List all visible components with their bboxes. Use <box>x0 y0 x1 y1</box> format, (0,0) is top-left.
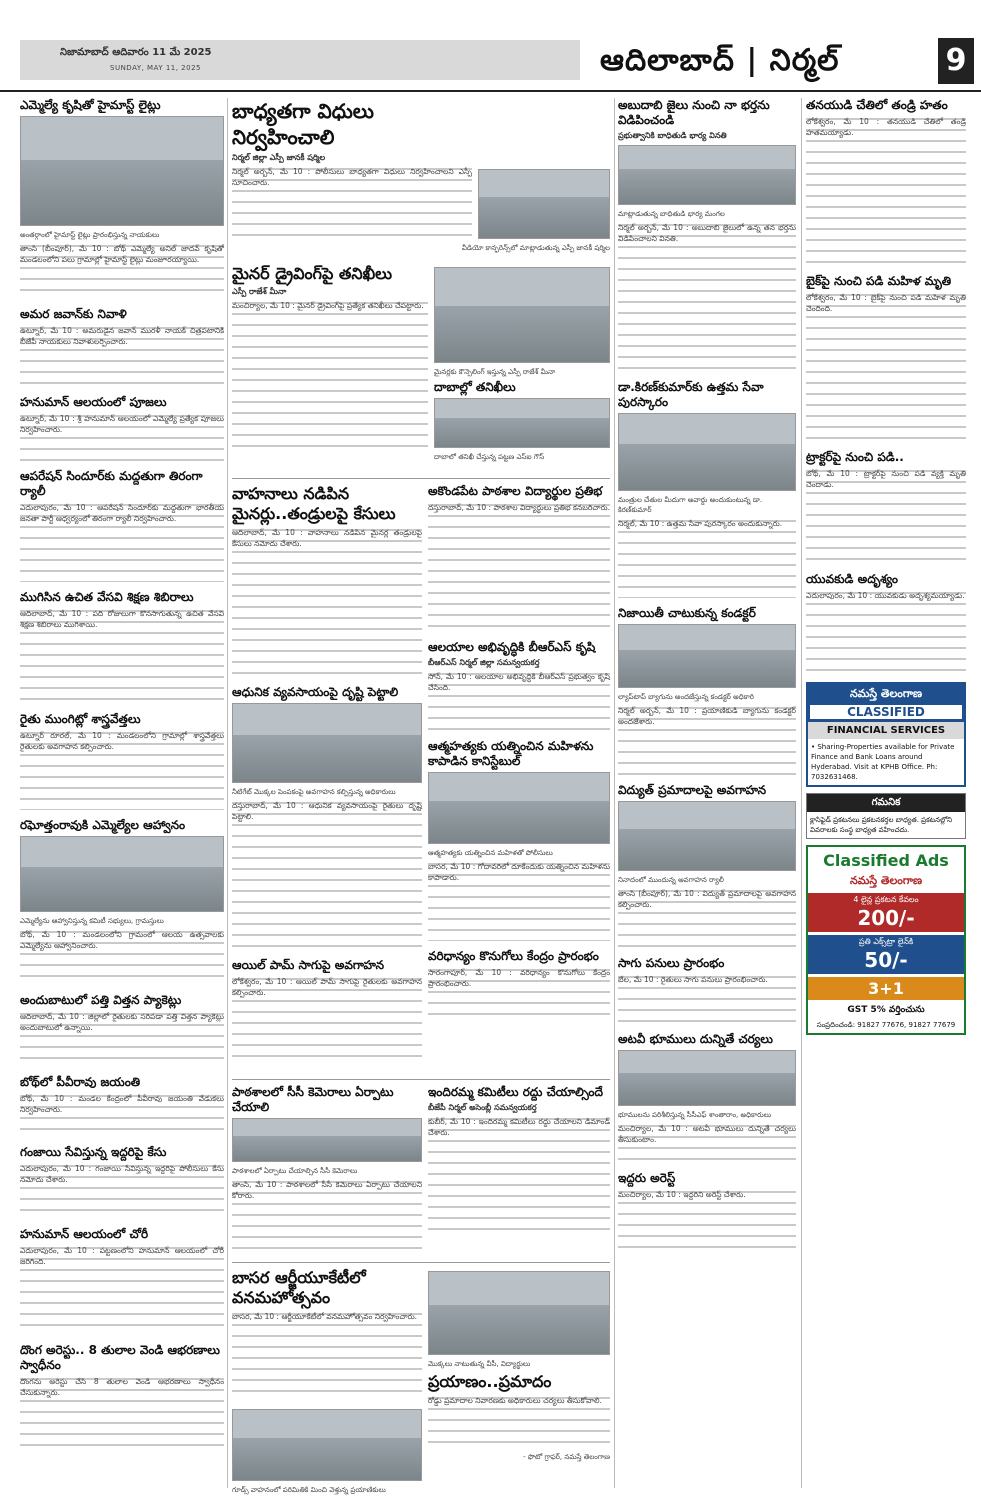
story-body: సారంగాపూర్, మే 10 : వరిధాన్యం కొనుగోలు కేంద్రం ప్రారంభించారు. <box>428 967 610 1017</box>
news-story <box>20 98 224 299</box>
story-photo <box>618 413 796 491</box>
news-story <box>232 484 422 677</box>
story-row <box>232 484 610 1074</box>
story-body: ఉట్నూర్, మే 10 : అమరుడైన జవాన్ మురళీ నాయక్ చిత్రపటానికి బీజేపీ నాయకులు నివాళులర్పించారు. <box>20 325 224 387</box>
story-photo <box>428 1271 610 1355</box>
offer-text: 3+1 <box>868 979 904 998</box>
news-story <box>428 1372 610 1465</box>
story-body: ఎదులాపురం, మే 10 : గంజాయి సేవిస్తున్న ఇద్దరిపై పోలీసులు కేసు నమోదు చేశారు. <box>20 1163 224 1219</box>
story-headline: అబుదాబి జైలు నుంచి నా భర్తను విడిపించండి <box>618 98 770 127</box>
photo-caption: మంత్రుల చేతుల మీదుగా అవార్డు అందుకుంటున్న డా. కిరణ్‌కుమార్ <box>618 496 763 514</box>
story-body: ఆదిలాబాద్, మే 10 : పది రోజులుగా కొనసాగుతున్న ఉచిత వేసవి శిక్షణ శిబిరాలు ముగిశాయి. <box>20 608 224 704</box>
news-story <box>428 484 610 632</box>
offer-box <box>808 977 964 1000</box>
ad-contact: సంప్రదించండి: 91827 77676, 91827 77679 <box>816 1021 956 1029</box>
news-story <box>20 1145 224 1219</box>
story-photo <box>478 169 610 239</box>
story-headline: వరిధాన్యం కొనుగోలు కేంద్రం ప్రారంభం <box>428 949 599 963</box>
story-headline: బాసర ఆర్జీయూకేటీలో వనమహోత్సవం <box>232 1268 366 1307</box>
story-body: తాంసి (బీంపూర్), మే 10 : బోథ్ ఎమ్మెల్యే అనిల్ జాదవ్ కృషితో మండలంలోని పలు గ్రామాల్లో హైమాస్ట్ లైట్లు మంజూరయ్యాయి. <box>20 243 224 299</box>
photo-caption: అంతర్గాంలో హైమాస్ట్ లైట్లు ప్రారంభిస్తున్న నాయకులు <box>20 231 160 239</box>
news-story <box>428 1085 610 1236</box>
promo-brand: నమస్తే తెలంగాణ <box>849 874 923 887</box>
story-headline: సాగు పనులు ప్రారంభం <box>618 956 725 970</box>
story-headline: ఇద్దరు అరెస్ట్ <box>618 1171 676 1185</box>
news-story <box>806 572 966 674</box>
lead-subheading: నిర్మల్ జిల్లా ఎస్పీ జానకీ షర్మిల <box>232 153 326 162</box>
news-story <box>20 993 224 1067</box>
column-2 <box>232 98 610 1498</box>
financial-services-title: FINANCIAL SERVICES <box>808 722 964 739</box>
photo-caption: దాబాలో తనిఖీ చేస్తున్న పట్టణ ఎస్‌ఐ గౌస్ <box>434 453 545 461</box>
story-body: ఎదులాపురం, మే 10 : పట్టణంలోని హనుమాన్ ఆలయంలో చోరీ జరిగింది. <box>20 1245 224 1335</box>
news-story <box>618 783 796 948</box>
column-1 <box>20 98 224 1454</box>
news-story <box>20 307 224 387</box>
news-story <box>618 1171 796 1249</box>
story-body: రోడ్డు ప్రమాదాల నివారణకు అధికారులు చర్యలు తీసుకోవాలి. <box>428 1395 610 1451</box>
news-story <box>806 98 966 266</box>
story-row <box>232 264 610 473</box>
story-body: మంచిర్యాల, మే 10 : ఇద్దరిని అరెస్ట్ చేశారు. <box>618 1189 796 1249</box>
edition-title: ఆదిలాబాద్ | నిర్మల్ <box>600 43 840 78</box>
story-body: నిర్మల్ అర్బన్, మే 10 : అబుదాబి జైలులో ఉన్న తన భర్తను విడిపించాలని వినతి. <box>618 222 796 372</box>
story-headline: యువకుడి అదృశ్యం <box>806 572 898 586</box>
ad-brand: నమస్తే తెలంగాణ <box>849 687 923 700</box>
news-story <box>232 685 422 950</box>
news-story <box>618 98 796 372</box>
story-body: ఆదిలాబాద్, మే 10 : జిల్లాలో రైతులకు సరిపడా పత్తి విత్తన ప్యాకెట్లు అందుబాటులో ఉన్నాయి. <box>20 1011 224 1067</box>
story-photo <box>618 801 796 871</box>
story-headline: బైక్‌పై నుంచి పడి మహిళ మృతి <box>806 274 952 288</box>
news-story <box>20 1075 224 1137</box>
news-story <box>428 640 610 731</box>
price-box-extra <box>808 935 964 974</box>
news-story <box>20 818 224 985</box>
story-headline: అమర జవాన్‌కు నివాళి <box>20 307 127 321</box>
news-story <box>20 712 224 810</box>
story-headline: ఆపరేషన్ సిందూర్‌కు మద్దతుగా తిరంగా ర్యాలీ <box>20 469 203 498</box>
story-headline: నిజాయితీ చాటుకున్న కండక్టర్ <box>618 606 756 620</box>
story-body: బోథ్, మే 10 : ట్రాక్టర్‌పై నుంచి పడి వ్యక్తి మృతి చెందాడు. <box>806 468 966 564</box>
ad-brand-banner <box>808 684 964 722</box>
story-body: మంచిర్యాల, మే 10 : అటవీ భూములు దున్నితే చర్యలు తీసుకుంటాం. <box>618 1123 796 1163</box>
news-story <box>20 395 224 461</box>
story-headline: హనుమాన్ ఆలయంలో చోరీ <box>20 1227 149 1241</box>
divider <box>232 1079 610 1080</box>
story-headline: అటవీ భూములు దున్నితే చర్యలు <box>618 1032 773 1046</box>
photo-caption: నినాదంలో ముందున్న అవగాహన ర్యాలీ <box>618 876 724 884</box>
news-story <box>428 949 610 1017</box>
story-body: లోకేశ్వరం, మే 10 : బైక్‌పై నుంచి పడి మహిళ మృతి చెందింది. <box>806 292 966 442</box>
notice-box <box>806 793 966 839</box>
divider <box>232 478 610 479</box>
story-row <box>232 1085 610 1257</box>
column-4 <box>806 98 966 1041</box>
story-body: బాసర, మే 10 : ఆర్జీయూకేటీలో వనమహోత్సవం నిర్వహించారు. <box>232 1311 422 1401</box>
story-body: దొంగను అరెస్టు చేసి 8 తులాల వెండి ఆభరణాలు స్వాధీనం చేసుకున్నారు. <box>20 1376 224 1446</box>
story-row <box>232 1268 610 1498</box>
news-story <box>20 1227 224 1335</box>
column-divider <box>614 98 615 1488</box>
photo-caption: మాట్లాడుతున్న బాధితుడి భార్య మంగల <box>618 210 725 218</box>
lead-story <box>232 98 610 256</box>
story-headline: దొంగ అరెస్టు.. 8 తులాల వెండి ఆభరణాలు స్వాధీనం <box>20 1343 220 1372</box>
story-headline: గంజాయి సేవిస్తున్న ఇద్దరిపై కేసు <box>20 1145 167 1159</box>
dateline: నిజామాబాద్ ఆదివారం 11 మే 2025 <box>60 47 212 58</box>
story-headline: పాఠశాలలో సీసీ కెమెరాలు ఏర్పాటు చేయాలి <box>232 1085 394 1114</box>
story-headline: హనుమాన్ ఆలయంలో పూజలు <box>20 395 167 409</box>
news-story <box>618 956 796 1024</box>
news-story <box>232 264 428 450</box>
dateline-english: SUNDAY, MAY 11, 2025 <box>110 64 201 72</box>
lead-headline: బాధ్యతగా విధులు నిర్వహించాలి <box>232 99 374 149</box>
news-story <box>232 1085 422 1249</box>
masthead <box>0 0 981 92</box>
column-divider <box>227 98 228 1488</box>
story-body: నిర్మల్ అర్బన్, మే 10 : పోలీసులు బాధ్యతగా విధులు నిర్వహించాలని ఎస్పీ సూచించారు. <box>232 166 472 236</box>
story-body: బోథ్, మే 10 : మండలంలోని గ్రామంలో ఆలయ ఉత్సవాలకు ఎమ్మెల్యేను ఆహ్వానించారు. <box>20 929 224 985</box>
story-photo <box>434 398 610 448</box>
story-headline: ట్రాక్టర్‌పై నుంచి పడి.. <box>806 450 904 464</box>
story-body: తాంసి (బీంపూర్), మే 10 : విద్యుత్ ప్రమాదాలపై అవగాహన కల్పించారు. <box>618 888 796 948</box>
story-photo <box>618 624 796 688</box>
photo-caption: ల్యాప్‌టాప్ బ్యాగును అందజేస్తున్న కండక్టర్ అధికారి <box>618 693 754 701</box>
notice-heading: గమనిక <box>807 794 965 812</box>
story-body: సోన్, మే 10 : ఆలయాల అభివృద్ధికి బీఆర్ఎస్ ప్రభుత్వం కృషి చేసింది. <box>428 671 610 731</box>
story-headline: అందుబాటులో పత్తి విత్తన ప్యాకెట్లు <box>20 993 182 1007</box>
story-photo <box>618 145 796 205</box>
story-headline: ఎమ్మెల్యే కృషితో హైమాస్ట్ లైట్లు <box>20 98 161 112</box>
story-photo <box>20 116 224 226</box>
story-headline: మైనర్ డ్రైవింగ్‌పై తనిఖీలు <box>232 264 393 283</box>
news-story <box>434 380 610 465</box>
story-photo <box>232 703 422 783</box>
story-body: ఉట్నూర్, మే 10 : శ్రీ హనుమాన్ ఆలయంలో ఎమ్మెల్యే ప్రత్యేక పూజలు నిర్వహించారు. <box>20 413 224 461</box>
story-headline: డా.కిరణ్‌కుమార్‌కు ఉత్తమ సేవా పురస్కారం <box>618 380 764 409</box>
gst-note: GST 5% వర్తించును <box>847 1005 925 1015</box>
story-body: ఎదులాపురం, మే 10 : యువకుడు అదృశ్యమయ్యాడు. <box>806 590 966 674</box>
story-headline: దాబాల్లో తనిఖీలు <box>434 380 516 394</box>
news-story <box>20 590 224 704</box>
story-body: బోథ్, మే 10 : మండల కేంద్రంలో పీవీరావు జయంతి వేడుకలు నిర్వహించారు. <box>20 1093 224 1137</box>
story-body: మంచిర్యాల, మే 10 : మైనర్ డ్రైవింగ్‌పై ప్రత్యేక తనిఖీలు చేపట్టారు. <box>232 300 428 450</box>
price-box-main <box>808 893 964 932</box>
story-photo <box>428 772 610 844</box>
news-story <box>232 1268 422 1401</box>
photo-caption: పాఠశాలలో ఏర్పాటు చేయాల్సిన సీసీ కెమెరాలు <box>232 1167 358 1175</box>
story-headline: ఆత్మహత్యకు యత్నించిన మహిళను కాపాడిన కానిస్టేబుల్ <box>428 739 594 768</box>
story-body: ఎదులాపురం, మే 10 : ఆపరేషన్ సిందూర్‌కు మద్దతుగా భారతీయ జనతా పార్టీ ఆధ్వర్యంలో తిరంగా ర్యాలీ నిర్వహించారు. <box>20 502 224 582</box>
news-story <box>20 469 224 582</box>
news-story <box>806 450 966 564</box>
photo-caption: నీటిగేట్ మొక్కల పెంపకంపై అవగాహన కల్పిస్తున్న అధికారులు <box>232 788 396 796</box>
photo-caption: ఆత్మహత్యకు యత్నించిన మహిళతో పోలీసులు <box>428 849 553 857</box>
photo-caption: భూములను పరిశీలిస్తున్న సీసీఎఫ్ శాంతారాం, అధికారులు <box>618 1111 772 1119</box>
news-story <box>20 1343 224 1446</box>
column-divider <box>801 98 802 1488</box>
classified-label: CLASSIFIED <box>810 705 962 719</box>
photo-caption: ఎమ్మెల్యేను ఆహ్వానిస్తున్న కమిటీ సభ్యులు, గ్రామస్తులు <box>20 917 164 925</box>
story-subheading: ఎస్పీ రాజేశ్ మీనా <box>232 287 287 296</box>
story-body: ఉట్నూర్ రూరల్, మే 10 : మండలంలోని గ్రామాల్లో శాస్త్రవేత్తలు రైతులకు అవగాహన కల్పించారు. <box>20 730 224 810</box>
notice-body: క్లాసిఫైడ్ ప్రకటనలు ప్రకటనకర్తల బాధ్యత. ప్రకటనల్లోని వివరాలకు సంస్థ బాధ్యత వహించదు. <box>810 816 953 834</box>
classified-ads-promo <box>806 845 966 1035</box>
story-photo <box>20 836 224 912</box>
story-photo <box>434 267 610 363</box>
story-headline: ఆలయాల అభివృద్ధికి బీఆర్ఎస్ కృషి <box>428 640 596 654</box>
photo-caption: వీడియో కాన్ఫరెన్స్‌లో మాట్లాడుతున్న ఎస్పీ జానకీ షర్మిల <box>461 244 610 252</box>
edition-title-box <box>600 38 930 84</box>
classified-ads-logo: Classified Ads <box>823 851 949 870</box>
story-headline: తనయుడి చేతిలో తండ్రి హతం <box>806 98 948 112</box>
story-body: కుబీర్, మే 10 : ఇందిరమ్మ కమిటీలు రద్దు చేయాలని డిమాండ్ చేశారు. <box>428 1116 610 1236</box>
financial-services-body: • Sharing-Properties available for Private Finance and Bank Loans around Hyderabad. Visit at KPHB Office. Ph: 7032631468. <box>811 743 955 781</box>
photo-caption: మొక్కలు నాటుతున్న వీసీ, విద్యార్థులు <box>428 1360 531 1368</box>
story-photo <box>618 1050 796 1106</box>
page-number: 9 <box>938 38 974 84</box>
story-headline: ప్రయాణం..ప్రమాదం <box>428 1372 552 1391</box>
story-body: దస్తురాబాద్, మే 10 : పాఠశాల విద్యార్థులు ప్రతిభ కనబరిచారు. <box>428 502 610 632</box>
story-subheading: బీఆర్ఎస్ నిర్మల్ జిల్లా సమన్వయకర్త <box>428 658 540 667</box>
photo-credit: - ఫొటో గ్రాఫర్, నమస్తే తెలంగాణ <box>523 1453 610 1461</box>
news-story <box>806 274 966 442</box>
news-story <box>232 958 422 1066</box>
extra-line-label: ప్రతి ఎక్స్‌ట్రా లైన్‌కి <box>858 937 914 946</box>
story-body: లోకేశ్వరం, మే 10 : తనయుడి చేతిలో తండ్రి హతమయ్యాడు. <box>806 116 966 266</box>
story-body: నిర్మల్ అర్బన్, మే 10 : ప్రయాణికుడి బ్యాగును కండక్టర్ అందజేశారు. <box>618 705 796 775</box>
story-headline: బోథ్‌లో పీవీరావు జయంతి <box>20 1075 141 1089</box>
news-story <box>618 606 796 775</box>
photo-caption: గూడ్స్ వాహనంలో పరిమితికి మించి వెళ్తున్న ప్రయాణికులు <box>232 1486 386 1494</box>
dateline-bar <box>20 40 580 80</box>
story-headline: ఆయిల్ పామ్ సాగుపై అవగాహన <box>232 958 384 972</box>
story-subheading: ప్రభుత్వానికి బాధితుడి భార్య వినతి <box>618 131 727 140</box>
story-body: బేల, మే 10 : రైతులు సాగు పనులు ప్రారంభించారు. <box>618 974 796 1024</box>
story-headline: రైతు ముంగిట్లో శాస్త్రవేత్తలు <box>20 712 141 726</box>
story-headline: అకొండపేట పాఠశాల విద్యార్థుల ప్రతిభ <box>428 484 603 498</box>
story-headline: రఘోత్తంరావుకి ఎమ్మెల్యేల ఆహ్వానం <box>20 818 186 832</box>
story-headline: విద్యుత్ ప్రమాదాలపై అవగాహన <box>618 783 767 797</box>
story-headline: ఇందిరమ్మ కమిటీలు రద్దు చేయాల్సిందే <box>428 1085 603 1099</box>
story-body: ఆదిలాబాద్, మే 10 : వాహనాలు నడిపిన మైనర్ల తండ్రులపై కేసులు నమోదు చేశారు. <box>232 527 422 677</box>
price-label: 4 లైన్ల ప్రకటన కేవలం <box>853 895 919 904</box>
extra-line-amount: 50/- <box>864 948 908 972</box>
story-body: బాసర, మే 10 : గోదావరిలో దూకేందుకు యత్నించిన మహిళను కాపాడారు. <box>428 861 610 941</box>
news-story <box>618 380 796 598</box>
story-headline: ఆధునిక వ్యవసాయంపై దృష్టి పెట్టాలి <box>232 685 399 699</box>
story-body: తాంసి, మే 10 : పాఠశాలలో సీసీ కెమెరాలు ఏర్పాటు చేయాలని కోరారు. <box>232 1179 422 1249</box>
story-body: దస్తురాబాద్, మే 10 : ఆధునిక వ్యవసాయంపై రైతులు దృష్టి పెట్టాలి. <box>232 800 422 950</box>
story-headline: ముగిసిన ఉచిత వేసవి శిక్షణ శిబిరాలు <box>20 590 194 604</box>
news-story <box>618 1032 796 1163</box>
photo-caption: మైనర్లకు కౌన్సెలింగ్ ఇస్తున్న ఎస్పీ రాజేశ్ మీనా <box>434 368 556 376</box>
story-subheading: బీజేపీ నిర్మల్ అసెంబ్లీ సమన్వయకర్త <box>428 1103 537 1112</box>
story-body: నిర్మల్, మే 10 : ఉత్తమ సేవా పురస్కారం అందుకున్నారు. <box>618 518 796 598</box>
story-photo <box>232 1118 422 1162</box>
classified-ad-box <box>806 682 966 787</box>
story-headline: వాహనాలు నడిపిన మైనర్లు..తండ్రులపై కేసులు <box>232 484 396 523</box>
story-body: లోకేశ్వరం, మే 10 : ఆయిల్ పామ్ సాగుపై రైతులకు అవగాహన కల్పించారు. <box>232 976 422 1066</box>
story-photo <box>232 1409 422 1481</box>
column-3 <box>618 98 796 1257</box>
news-story <box>428 739 610 941</box>
divider <box>232 1262 610 1263</box>
price-amount: 200/- <box>857 906 915 930</box>
